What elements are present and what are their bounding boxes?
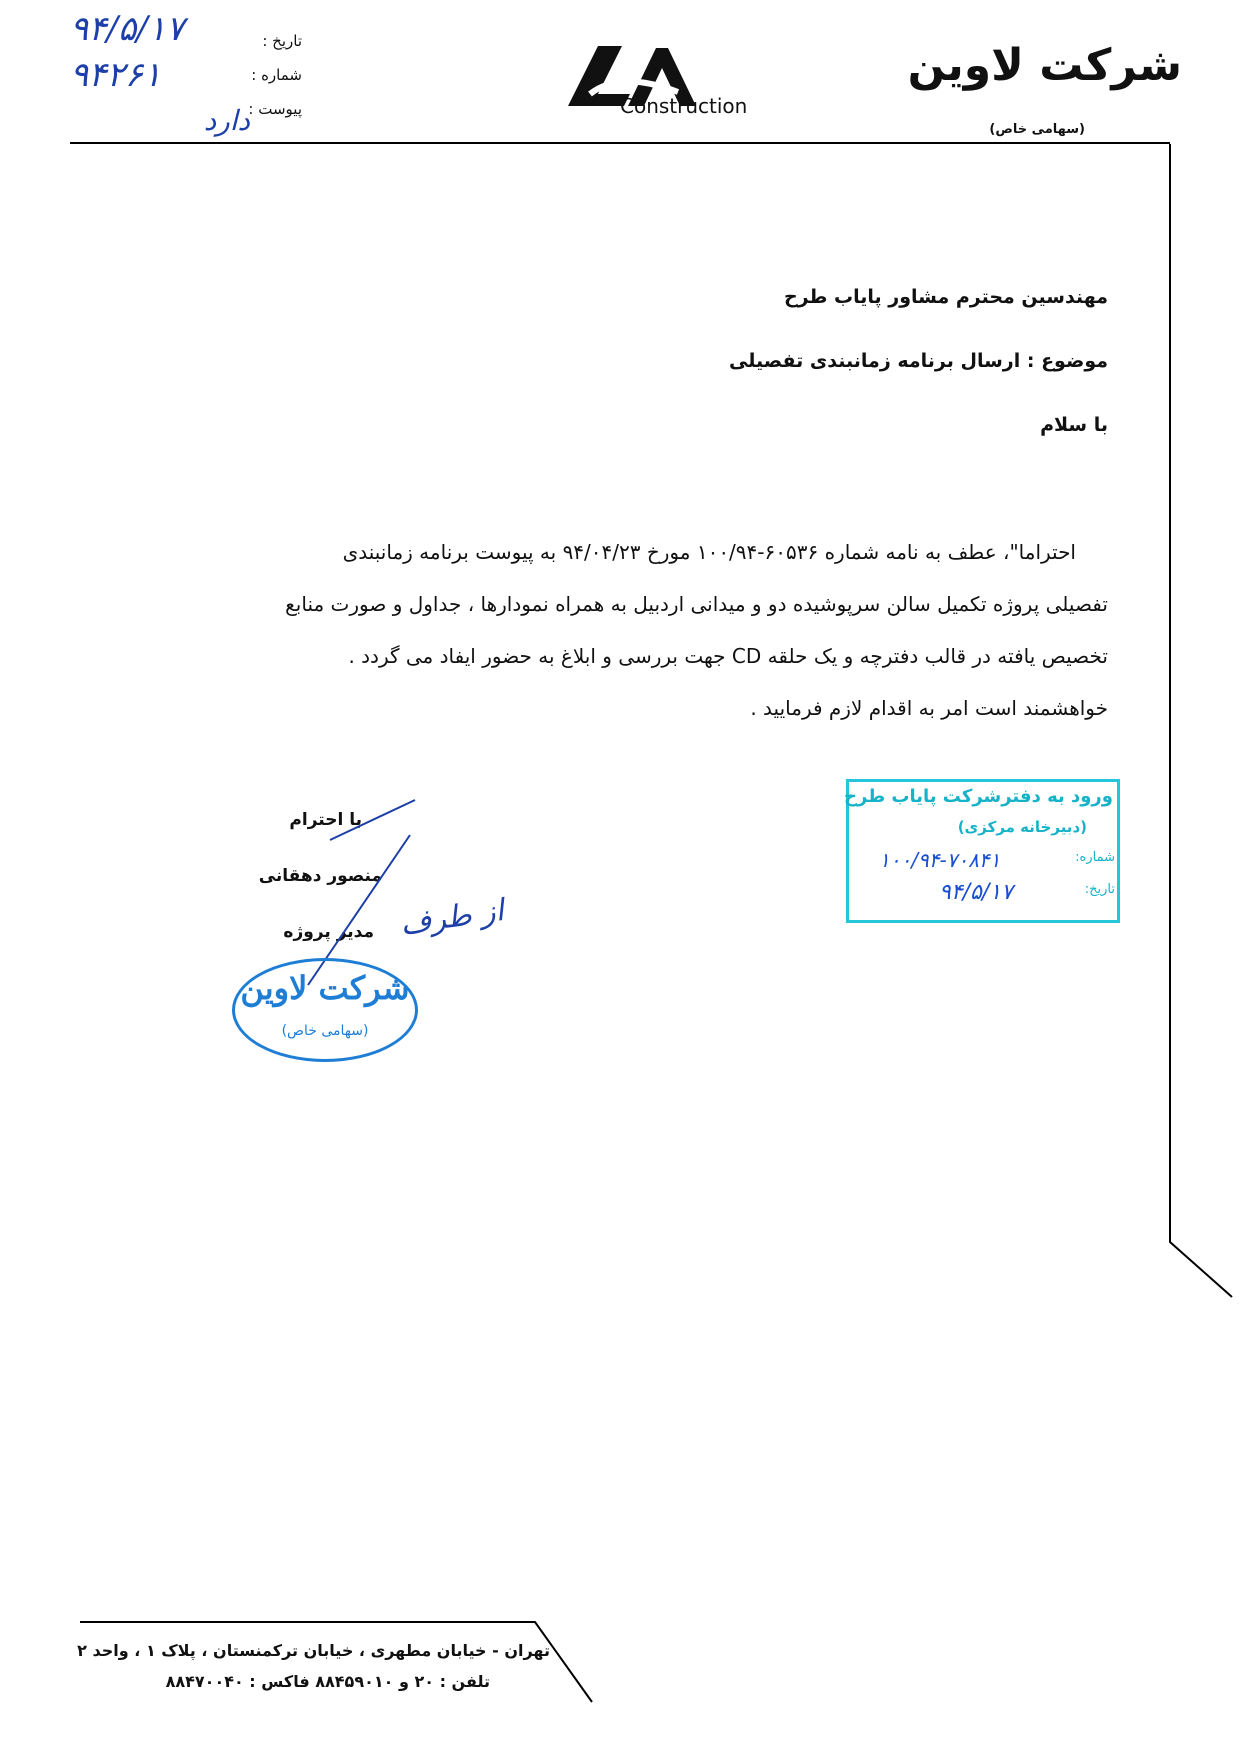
- handwritten-date: ۹۴/۵/۱۷: [70, 9, 185, 49]
- company-name: شرکت لاوین: [907, 40, 1182, 91]
- addressee: مهندسین محترم مشاور پایاب طرح: [783, 286, 1108, 308]
- body-line: خواهشمند است امر به اقدام لازم فرمایید .: [750, 696, 1108, 720]
- right-frame-line: [1140, 142, 1240, 1302]
- received-stamp: [846, 779, 1120, 923]
- subject-line: موضوع : ارسال برنامه زمانبندی تفصیلی: [729, 350, 1108, 372]
- footer-address: تهران - خیابان مطهری ، خیابان ترکمنستان ، پلاک ۱ ، واحد ۲: [77, 1641, 550, 1660]
- header-divider: [70, 142, 1170, 144]
- stamp-date-value: ۹۴/۵/۱۷: [939, 880, 1013, 905]
- stamp-number-value: ۱۰۰/۹۴-۷۰۸۴۱: [879, 848, 1001, 872]
- logo-construction-text: Construction: [620, 94, 748, 118]
- attachment-label: پیوست :: [248, 100, 302, 118]
- footer-phones: تلفن : ۲۰ و ۸۸۴۵۹۰۱۰ فاکس : ۸۸۴۷۰۰۴۰: [165, 1672, 490, 1691]
- number-label: شماره :: [251, 66, 302, 84]
- stamp-number-label: شماره:: [1075, 850, 1115, 865]
- seal-name: شرکت لاوین: [240, 969, 410, 1007]
- seal-type: (سهامی خاص): [281, 1023, 369, 1039]
- handwritten-number: ۹۴۲۶۱: [70, 55, 162, 95]
- company-seal: [232, 958, 418, 1062]
- letter-meta-handwritten: [70, 6, 250, 144]
- greeting: با سلام: [1040, 414, 1108, 436]
- body-line: تفصیلی پروژه تکمیل سالن سرپوشیده دو و میدانی اردبیل به همراه نمودارها ، جداول و صورت منابع: [285, 592, 1108, 616]
- signer-name: منصور دهقانی: [258, 866, 382, 886]
- stamp-line2: (دبیرخانه مرکزی): [957, 818, 1087, 836]
- stamp-date-label: تاریخ:: [1084, 882, 1115, 897]
- body-line: تخصیص یافته در قالب دفترچه و یک حلقه CD جهت بررسی و ابلاغ به حضور ایفاد می گردد .: [348, 644, 1108, 668]
- handwritten-on-behalf: از طرف: [398, 892, 506, 943]
- company-type: (سهامی خاص): [989, 122, 1085, 137]
- stamp-line1: ورود به دفترشرکت پایاب طرح: [844, 786, 1113, 807]
- closing: با احترام: [289, 810, 362, 830]
- handwritten-attachment: دارد: [203, 104, 250, 137]
- company-logo: [560, 36, 760, 126]
- date-label: تاریخ :: [262, 32, 302, 50]
- signer-title: مدیر پروژه: [283, 922, 374, 942]
- letter-body: [168, 526, 1108, 734]
- footer-frame-line: [80, 1620, 600, 1710]
- body-line: احتراما"، عطف به نامه شماره ۶۰۵۳۶-۱۰۰/۹۴ مورخ ۹۴/۰۴/۲۳ به پیوست برنامه زمانبندی: [342, 540, 1076, 564]
